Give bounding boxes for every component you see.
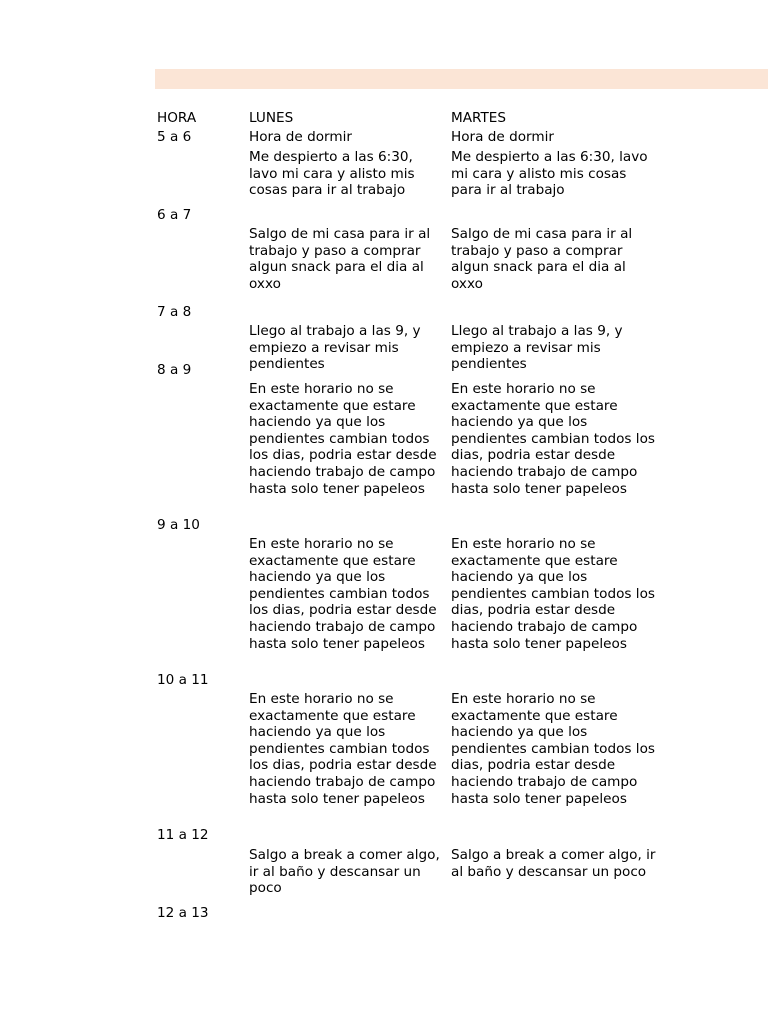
martes-cell: Llego al trabajo a las 9, y empiezo a revisar mis pendientes	[451, 323, 623, 373]
martes-cell: En este horario no se exactamente que estare haciendo ya que los pendientes cambian todos los dias, podria estar desde haciendo trabajo de campo hasta solo tener papeleos	[451, 536, 655, 652]
hour-label: 5 a 6	[157, 129, 192, 145]
martes-cell: Me despierto a las 6:30, lavo mi cara y alisto mis cosas para ir al trabajo	[451, 149, 648, 199]
hour-label: 9 a 10	[157, 517, 200, 533]
hour-label: 12 a 13	[157, 905, 209, 921]
martes-cell: Hora de dormir	[451, 129, 554, 145]
lunes-cell: Salgo de mi casa para ir al trabajo y paso a comprar algun snack para el dia al oxxo	[249, 226, 431, 292]
hour-label: 6 a 7	[157, 207, 192, 223]
lunes-cell: En este horario no se exactamente que estare haciendo ya que los pendientes cambian todos los dias, podria estar desde haciendo trabajo de campo hasta solo tener papeleos	[249, 381, 437, 497]
header-martes: MARTES	[451, 110, 507, 126]
lunes-cell: En este horario no se exactamente que estare haciendo ya que los pendientes cambian todos los dias, podria estar desde haciendo trabajo de campo hasta solo tener papeleos	[249, 691, 437, 807]
header-lunes: LUNES	[249, 110, 294, 126]
martes-cell: Salgo a break a comer algo, ir al baño y descansar un poco	[451, 847, 656, 880]
hour-label: 8 a 9	[157, 362, 192, 378]
header-hora: HORA	[157, 110, 197, 126]
lunes-cell: Llego al trabajo a las 9, y empiezo a revisar mis pendientes	[249, 323, 421, 373]
header-banner	[155, 69, 768, 89]
martes-cell: En este horario no se exactamente que estare haciendo ya que los pendientes cambian todos los dias, podria estar desde haciendo trabajo de campo hasta solo tener papeleos	[451, 381, 655, 497]
hour-label: 10 a 11	[157, 672, 209, 688]
lunes-cell: Hora de dormir	[249, 129, 352, 145]
lunes-cell: Me despierto a las 6:30, lavo mi cara y alisto mis cosas para ir al trabajo	[249, 149, 415, 199]
hour-label: 7 a 8	[157, 304, 192, 320]
hour-label: 11 a 12	[157, 827, 209, 843]
martes-cell: Salgo de mi casa para ir al trabajo y paso a comprar algun snack para el dia al oxxo	[451, 226, 633, 292]
lunes-cell: En este horario no se exactamente que estare haciendo ya que los pendientes cambian todos los dias, podria estar desde haciendo trabajo de campo hasta solo tener papeleos	[249, 536, 437, 652]
lunes-cell: Salgo a break a comer algo, ir al baño y descansar un poco	[249, 847, 440, 897]
martes-cell: En este horario no se exactamente que estare haciendo ya que los pendientes cambian todos los dias, podria estar desde haciendo trabajo de campo hasta solo tener papeleos	[451, 691, 655, 807]
